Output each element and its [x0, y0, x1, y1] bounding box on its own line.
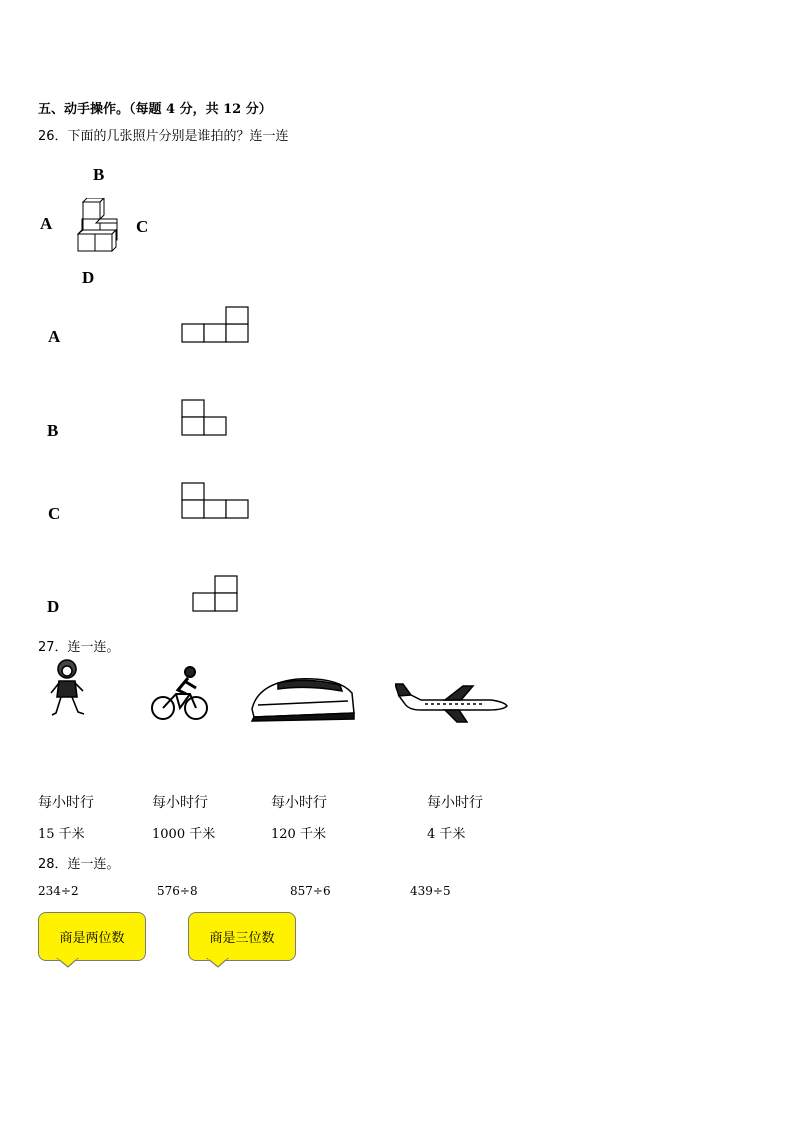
bubble-three-digit-tail: [206, 958, 230, 968]
speed-head-4: 每小时行: [427, 795, 483, 811]
speed-head-2: 每小时行: [152, 795, 208, 811]
q27-prompt: 27．连一连。: [38, 640, 120, 655]
speed-value-4: 4 千米: [427, 827, 466, 842]
view-label-b: B: [93, 165, 105, 184]
q26-prompt: 26．下面的几张照片分别是谁拍的？连一连: [38, 129, 289, 144]
speed-value-1: 15 千米: [38, 827, 85, 842]
expression-4: 439÷5: [410, 884, 451, 898]
view-shape-b: [181, 399, 229, 437]
expression-3: 857÷6: [290, 884, 331, 898]
speed-head-3: 每小时行: [271, 795, 327, 811]
view-shape-a: [181, 306, 251, 344]
view-label-a: A: [40, 214, 53, 233]
row-label-a: A: [48, 327, 61, 346]
speed-value-3: 120 千米: [271, 827, 326, 842]
view-label-c: C: [136, 217, 149, 236]
bubble-two-digit: [38, 912, 146, 961]
row-label-c: C: [48, 504, 61, 523]
bubble-three-digit-label: 商是三位数: [209, 931, 275, 946]
airplane-icon: [395, 682, 509, 724]
view-shape-c: [181, 482, 251, 520]
bubble-three-digit: [188, 912, 296, 961]
speed-value-2: 1000 千米: [152, 827, 216, 842]
cyclist-icon: [150, 664, 210, 722]
view-label-d: D: [82, 268, 95, 287]
expression-1: 234÷2: [38, 884, 79, 898]
train-icon: [248, 673, 358, 723]
cube-stack-figure: [70, 198, 120, 252]
bubble-two-digit-tail: [56, 958, 80, 968]
bubble-two-digit-label: 商是两位数: [59, 931, 125, 946]
row-label-b: B: [47, 421, 59, 440]
speed-head-1: 每小时行: [38, 795, 94, 811]
view-shape-d: [192, 575, 240, 613]
expression-2: 576÷8: [157, 884, 198, 898]
person-walking-icon: [46, 657, 88, 719]
q28-prompt: 28．连一连。: [38, 857, 120, 872]
section-title: 五、动手操作。（每题 4 分，共 12 分）: [38, 102, 272, 117]
row-label-d: D: [47, 597, 60, 616]
